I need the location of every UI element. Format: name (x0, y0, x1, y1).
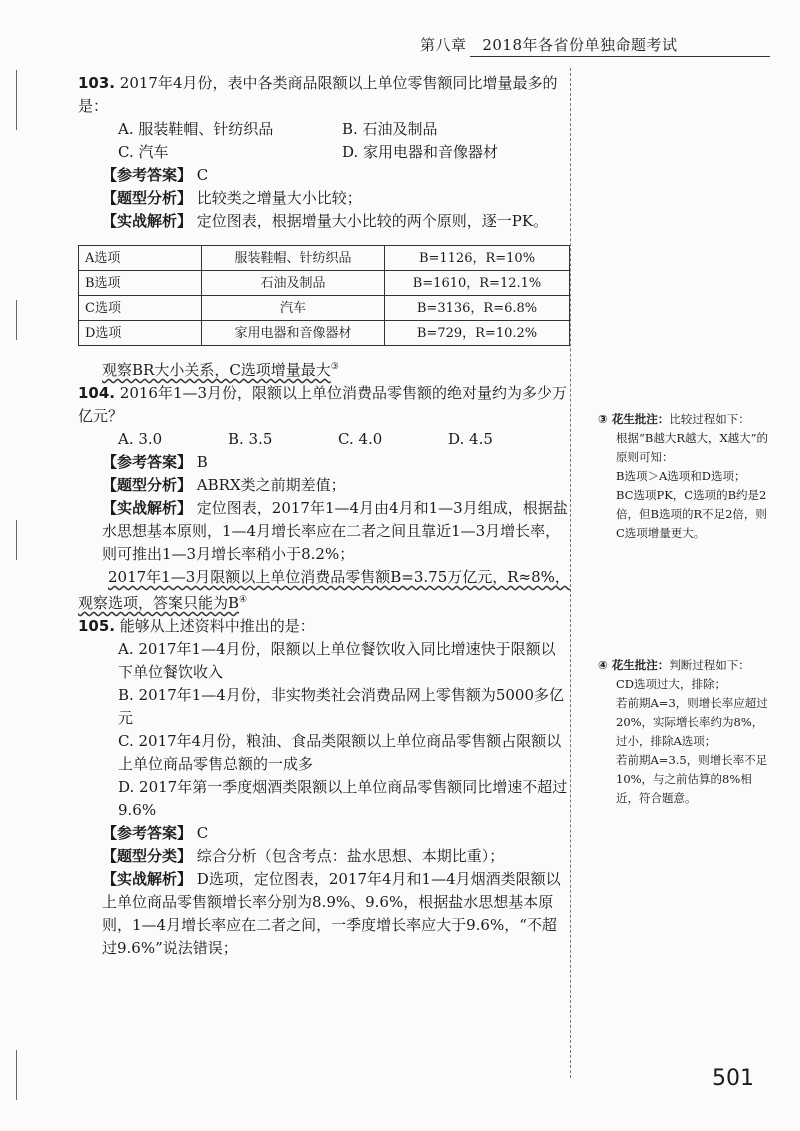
side-note-line: 根据“B越大R越大，X越大”的原则可知： (616, 431, 769, 464)
main-column (78, 72, 570, 960)
answer-value: C (196, 166, 209, 184)
analysis-paragraph (78, 566, 570, 615)
answer-value: B (196, 453, 208, 471)
side-note-line: B选项＞A选项和D选项； (616, 469, 746, 483)
binding-mark (16, 70, 17, 130)
type-tag: 【题型分析】 (102, 476, 193, 494)
analysis-block (78, 497, 570, 566)
table-cell: 石油及制品 (202, 271, 385, 296)
option-a: A. 3.0 (118, 430, 163, 448)
side-note-line: BC选项PK，C选项的B约是2倍，但B选项的R不足2倍，则C选项增量更大。 (616, 488, 767, 540)
answer-tag: 【参考答案】 (102, 166, 193, 184)
type-line (78, 187, 570, 210)
margin-divider (570, 68, 571, 1078)
side-note-head-rest: 比较过程如下： (669, 412, 750, 426)
answer-tag: 【参考答案】 (102, 453, 193, 471)
question-stem: 2016年1—3月份，限额以上单位消费品零售额的绝对量约为多少万亿元？ (78, 384, 568, 425)
table-cell: 服装鞋帽、针纺织品 (202, 246, 385, 271)
option-d: D. 2017年第一季度烟酒类限额以上单位商品零售额同比增速不超过9.6% (118, 778, 568, 819)
side-note-line: CD选项过大，排除； (616, 677, 727, 691)
answer-value: C (196, 824, 209, 842)
analysis-text: 定位图表，根据增量大小比较的两个原则，逐一PK。 (196, 212, 549, 230)
option-a: A. 服装鞋帽、针纺织品 (118, 120, 274, 138)
running-header (420, 34, 678, 55)
binding-mark (16, 1050, 17, 1100)
question-number: 103. (78, 74, 116, 92)
options (78, 118, 570, 164)
analysis-text-2: 2017年1—3月限额以上单位消费品零售额B=3.75万亿元，R≈8%，观察选项，答案只能为B (78, 568, 570, 612)
type-line (78, 474, 570, 497)
table-cell: B选项 (79, 271, 202, 296)
analysis-line (78, 210, 570, 233)
answer-line (78, 164, 570, 187)
option-c: C. 4.0 (338, 430, 383, 448)
table-cell: 汽车 (202, 296, 385, 321)
question-number: 105. (78, 617, 116, 635)
table-row (79, 271, 570, 296)
table-row (79, 321, 570, 346)
option-c: C. 2017年4月份，粮油、食品类限额以上单位商品零售额占限额以上单位商品零售总额的一成多 (118, 732, 562, 773)
side-note-head: ③ 花生批注： (598, 412, 670, 426)
table-cell: B=3136，R=6.8% (385, 296, 570, 321)
type-value: ABRX类之前期差值； (196, 476, 346, 494)
table-row (79, 296, 570, 321)
type-value: 比较类之增量大小比较； (196, 189, 362, 207)
side-note-head-rest: 判断过程如下： (669, 658, 750, 672)
answer-line (78, 451, 570, 474)
table-row (79, 246, 570, 271)
table-cell: B=1126，R=10% (385, 246, 570, 271)
side-note-line: 若前期A=3.5，则增长率不足10%，与之前估算的8%相近，符合题意。 (616, 753, 768, 805)
header-rule (470, 56, 770, 57)
footnote-marker: ④ (239, 595, 248, 605)
options (78, 428, 570, 451)
chapter-label: 第八章 (420, 36, 467, 54)
option-d: D. 家用电器和音像器材 (342, 143, 499, 161)
analysis-block (78, 868, 570, 960)
options (78, 638, 570, 822)
chapter-title: 2018年各省份单独命题考试 (482, 36, 678, 54)
table-cell: C选项 (79, 296, 202, 321)
question-number: 104. (78, 384, 116, 402)
option-b: B. 石油及制品 (342, 120, 438, 138)
side-note-4 (598, 656, 774, 808)
side-note-line: 若前期A=3，则增长率应超过20%，实际增长率约为8%，过小，排除A选项； (616, 696, 768, 748)
type-line (78, 845, 570, 868)
conclusion-text: 观察BR大小关系，C选项增量最大 (102, 361, 331, 379)
table-cell: 家用电器和音像器材 (202, 321, 385, 346)
analysis-text: D选项，定位图表，2017年4月和1—4月烟酒类限额以上单位商品零售额增长率分别为8.9%、9.6%，根据盐水思想基本原则，1—4月增长率应在二者之间，一季度增长率应大于9.6%，“不超过9.6%”说法错误； (102, 870, 561, 957)
side-note-3 (598, 410, 774, 543)
answer-line (78, 822, 570, 845)
comparison-table (78, 245, 570, 346)
type-value: 综合分析（包含考点：盐水思想、本期比重）； (196, 847, 505, 865)
option-b: B. 2017年1—4月份，非实物类社会消费品网上零售额为5000多亿元 (118, 686, 564, 727)
type-tag: 【题型分析】 (102, 189, 193, 207)
option-b: B. 3.5 (228, 430, 273, 448)
table-cell: B=729，R=10.2% (385, 321, 570, 346)
footnote-marker: ③ (330, 362, 339, 372)
option-c: C. 汽车 (118, 143, 169, 161)
page-number: 501 (712, 1066, 754, 1091)
question-104 (78, 382, 570, 428)
analysis-tag: 【实战解析】 (102, 870, 193, 888)
binding-mark (16, 300, 17, 340)
table-cell: A选项 (79, 246, 202, 271)
answer-tag: 【参考答案】 (102, 824, 193, 842)
option-a: A. 2017年1—4月份，限额以上单位餐饮收入同比增速快于限额以下单位餐饮收入 (118, 640, 556, 681)
analysis-text: 定位图表，2017年1—4月由4月和1—3月组成，根据盐水思想基本原则，1—4月增长率应在二者之间且靠近1—3月增长率，则可推出1—3月增长率稍小于8.2%； (102, 499, 568, 563)
analysis-tag: 【实战解析】 (102, 212, 193, 230)
option-d: D. 4.5 (448, 430, 493, 448)
side-note-head: ④ 花生批注： (598, 658, 670, 672)
question-103 (78, 72, 570, 118)
analysis-tag: 【实战解析】 (102, 499, 193, 517)
binding-mark (16, 520, 17, 560)
type-tag: 【题型分类】 (102, 847, 193, 865)
table-cell: D选项 (79, 321, 202, 346)
conclusion-line (78, 356, 570, 382)
question-stem: 能够从上述资料中推出的是： (119, 617, 315, 635)
question-stem: 2017年4月份，表中各类商品限额以上单位零售额同比增量最多的是： (78, 74, 558, 115)
question-105 (78, 615, 570, 638)
table-cell: B=1610，R=12.1% (385, 271, 570, 296)
